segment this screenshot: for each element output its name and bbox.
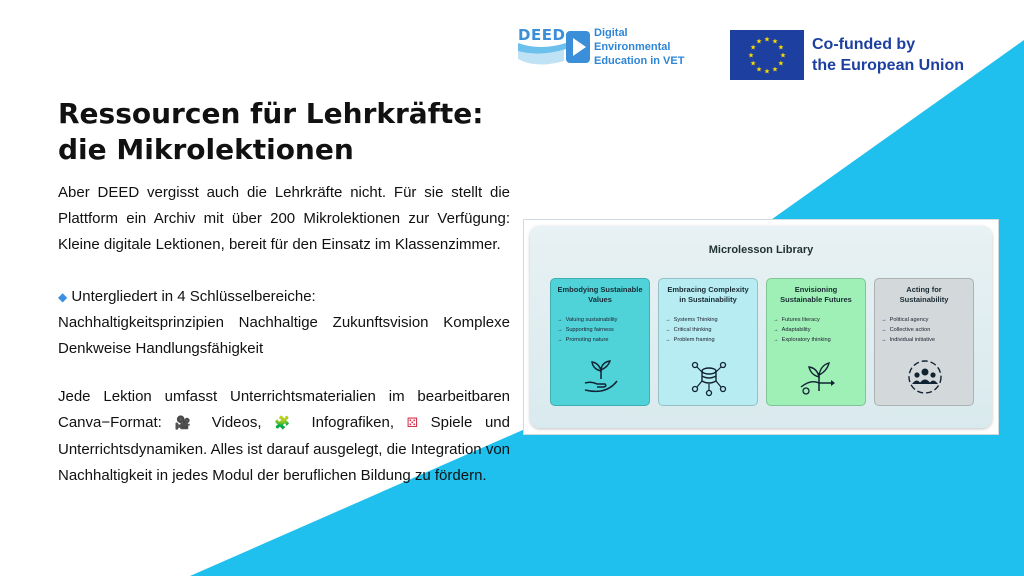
library-card-futures xyxy=(766,278,866,406)
library-card-values xyxy=(550,278,650,406)
network-database-icon xyxy=(689,357,729,397)
intro-paragraph: Aber DEED vergisst auch die Lehrkräfte nicht. Für sie stellt die Plattform ein Archiv mit über 200 Mikrolektionen zur Verfügung: Kleine digitale Lektionen, bereit für den Einsatz im Klassenzimmer. xyxy=(58,184,510,253)
card-title: Envisioning Sustainable Futures xyxy=(780,285,852,304)
card-list xyxy=(773,315,859,345)
card-list-item: → Adaptability xyxy=(773,325,859,335)
card-list xyxy=(665,315,751,345)
deed-tagline-line: Environmental xyxy=(594,41,671,53)
materials-outro: Alles ist darauf ausgelegt, die Integration von Nachhaltigkeit in jedes Modul der beruflichen Bildung zu fördern. xyxy=(58,441,511,484)
card-list-item: → Individual initiative xyxy=(881,335,967,345)
eu-star: ★ xyxy=(777,59,784,68)
library-panel xyxy=(530,226,992,428)
card-title: Embodying Sustainable Values xyxy=(557,285,643,304)
page-title xyxy=(58,96,528,168)
title-line-1: Ressourcen für Lehrkräfte: xyxy=(58,97,484,130)
card-list xyxy=(557,315,643,345)
card-list-item: → Supporting fairness xyxy=(557,325,643,335)
card-list-item: → Problem framing xyxy=(665,335,751,345)
eu-cofunded-logo xyxy=(730,30,964,80)
eu-star: ★ xyxy=(763,35,771,44)
card-list-item: → Collective action xyxy=(881,325,967,335)
deed-tagline xyxy=(594,26,684,68)
library-card-acting xyxy=(874,278,974,406)
people-group-icon xyxy=(905,357,945,397)
deed-tagline-line: Digital xyxy=(594,27,628,39)
card-list-item: → Futures literacy xyxy=(773,315,859,325)
eu-star: ★ xyxy=(755,65,763,74)
title-line-2: die Mikrolektionen xyxy=(58,133,354,166)
deed-wordmark: DEED xyxy=(518,26,566,44)
eu-cofunded-text xyxy=(812,34,964,76)
plant-hand-icon xyxy=(581,357,621,397)
card-list-item: → Valuing sustainability xyxy=(557,315,643,325)
areas-bullet xyxy=(58,284,510,310)
card-list-item: → Promoting nature xyxy=(557,335,643,345)
eu-star: ★ xyxy=(779,51,787,60)
puzzle-piece-icon: 🧩 xyxy=(274,416,299,431)
library-title: Microlesson Library xyxy=(708,244,814,256)
areas-list-text: Nachhaltigkeitsprinzipien Nachhaltige Zukunftsvision Komplexe Denkweise Handlungsfähigkeit xyxy=(58,314,510,357)
materials-spiele: Spiele und Unterrichtsdynamiken. xyxy=(58,414,510,458)
areas-bullet-text: Untergliedert in 4 Schlüsselbereiche: xyxy=(71,288,316,305)
blue-diamond-icon: ◆ xyxy=(58,290,68,304)
card-list-item: → Critical thinking xyxy=(665,325,751,335)
materials-intro: Jede Lektion umfasst Unterrichtsmaterialien im bearbeitbaren Canva−Format: xyxy=(58,388,510,431)
eu-star: ★ xyxy=(771,37,779,46)
eu-star: ★ xyxy=(763,67,771,76)
deed-tagline-line: Education in VET xyxy=(594,55,685,67)
eu-star: ★ xyxy=(771,65,779,74)
card-list xyxy=(881,315,967,345)
eu-text-line: Co-funded by xyxy=(812,36,916,53)
sprout-arrow-icon xyxy=(797,357,837,397)
eu-star: ★ xyxy=(747,51,755,60)
materials-paragraph xyxy=(58,384,510,489)
card-list-item: → Exploratory thinking xyxy=(773,335,859,345)
areas-paragraph xyxy=(58,284,510,362)
materials-infografiken: Infografiken, xyxy=(311,414,395,431)
die-icon: ⚄ xyxy=(406,416,418,431)
card-title: Embracing Complexity in Sustainability xyxy=(667,285,749,304)
card-title: Acting for Sustainability xyxy=(899,285,949,304)
eu-star: ★ xyxy=(750,43,757,52)
microlesson-library-image xyxy=(523,219,999,435)
card-list-item: → Systems Thinking xyxy=(665,315,751,325)
deed-logo xyxy=(516,24,696,70)
card-list-item: → Political agency xyxy=(881,315,967,325)
eu-star: ★ xyxy=(777,43,784,52)
movie-camera-icon: 🎥 xyxy=(174,416,200,431)
eu-text-line: the European Union xyxy=(812,57,964,74)
eu-stars xyxy=(730,30,804,80)
eu-star: ★ xyxy=(755,37,763,46)
materials-videos: Videos, xyxy=(211,414,262,431)
library-card-complexity xyxy=(658,278,758,406)
eu-flag-icon xyxy=(730,30,804,80)
deed-mark xyxy=(516,25,592,69)
eu-star: ★ xyxy=(750,59,757,68)
